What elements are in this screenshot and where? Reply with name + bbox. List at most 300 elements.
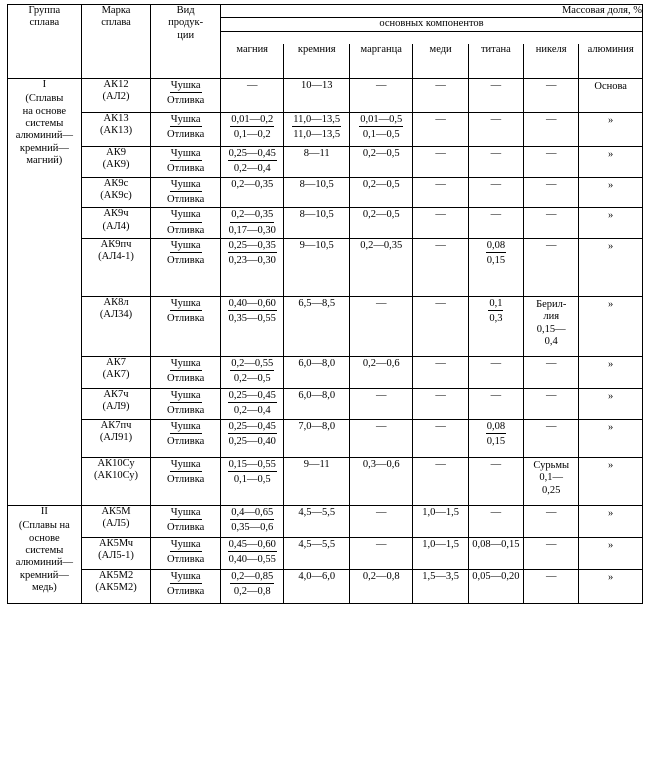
magnesium-cell-ingot-value: 0,2—0,85	[221, 570, 283, 585]
aluminium-cell: »	[579, 112, 643, 146]
alloy-mark-cell	[81, 537, 151, 569]
nickel-cell	[524, 505, 579, 537]
product-kind-casting: Отливка	[166, 95, 205, 107]
magnesium-cell-casting-value: 0,17—0,30	[228, 224, 276, 236]
header-element-alyuminiya: алюминия	[579, 44, 643, 79]
alloy-mark-alt: (АЛ4)	[102, 220, 130, 232]
nickel-cell	[524, 569, 579, 603]
manganese-cell-ingot-value: —	[375, 79, 387, 91]
titanium-cell	[468, 505, 523, 537]
product-kind-cell	[151, 537, 221, 569]
manganese-cell	[349, 297, 412, 357]
manganese-cell-ingot-value: 0,2—0,5	[362, 178, 400, 190]
aluminium-cell: »	[579, 177, 643, 208]
titanium-cell	[468, 537, 523, 569]
product-kind-cell	[151, 239, 221, 297]
header-element-kremniy: кремния	[284, 44, 350, 79]
manganese-cell-casting-value: 0,1—0,5	[362, 129, 400, 141]
group-roman: I	[42, 78, 47, 90]
titanium-cell-ingot-value: —	[490, 506, 502, 518]
magnesium-cell-casting-value: 0,35—0,55	[228, 313, 276, 325]
titanium-cell	[468, 239, 523, 297]
titanium-cell-ingot-value: —	[490, 79, 502, 91]
product-kind-ingot: Чушка	[151, 178, 220, 193]
nickel-cell	[524, 208, 579, 239]
titanium-cell	[468, 419, 523, 457]
product-kind-casting: Отливка	[166, 163, 205, 175]
magnesium-cell-casting-value: 0,1—0,2	[233, 129, 271, 141]
product-kind-ingot: Чушка	[151, 389, 220, 404]
titanium-cell	[468, 146, 523, 177]
magnesium-cell	[220, 112, 283, 146]
alloy-mark-cell	[81, 239, 151, 297]
nickel-note-line: 0,4	[544, 336, 558, 348]
product-kind-casting: Отливка	[166, 436, 205, 448]
product-kind-ingot: Чушка	[151, 420, 220, 435]
titanium-cell-ingot-value: —	[490, 113, 502, 125]
header-kind-line2: продук-	[168, 17, 204, 29]
alloy-mark: АК9ч	[103, 208, 129, 220]
copper-cell-ingot-value: —	[435, 298, 446, 309]
product-kind-ingot: Чушка	[151, 570, 220, 585]
manganese-cell	[349, 537, 412, 569]
product-kind-cell	[151, 146, 221, 177]
magnesium-cell-casting-value: 0,2—0,4	[233, 405, 271, 417]
silicon-cell-ingot-value: 4,5—5,5	[298, 506, 336, 518]
product-kind-casting: Отливка	[166, 224, 205, 236]
silicon-cell	[284, 112, 350, 146]
copper-cell-ingot-value: —	[435, 240, 446, 251]
manganese-cell-ingot-value: 0,2—0,5	[362, 147, 400, 159]
alloy-mark-alt: (АЛ5-1)	[98, 550, 134, 562]
magnesium-cell-casting-value: 0,25—0,40	[228, 436, 276, 448]
product-kind-cell	[151, 78, 221, 112]
alloy-mark-alt: (АК5М2)	[95, 582, 137, 594]
manganese-cell-ingot-value: —	[375, 298, 387, 309]
titanium-cell	[468, 177, 523, 208]
aluminium-cell: »	[579, 389, 643, 420]
group-cell	[8, 78, 82, 505]
table-row	[8, 537, 643, 569]
header-element-nikelya: никеля	[524, 44, 579, 79]
nickel-ingot-value: —	[545, 420, 557, 432]
magnesium-cell-casting-value: 0,2—0,5	[233, 373, 271, 385]
product-kind-ingot: Чушка	[151, 79, 220, 94]
titanium-cell-casting-value: 0,15	[486, 436, 506, 448]
alloy-mark: АК10Су	[97, 457, 135, 469]
nickel-cell	[524, 177, 579, 208]
titanium-cell-ingot-value: —	[490, 458, 502, 470]
alloy-mark-cell	[81, 78, 151, 112]
alloy-mark-cell	[81, 112, 151, 146]
silicon-cell	[284, 419, 350, 457]
table-body	[8, 78, 643, 603]
product-kind-ingot: Чушка	[151, 113, 220, 128]
manganese-cell	[349, 146, 412, 177]
header-kind-line1: Вид	[176, 5, 195, 16]
copper-cell	[413, 146, 468, 177]
aluminium-cell: »	[579, 569, 643, 603]
silicon-cell-ingot-value: 10—13	[300, 79, 333, 91]
copper-cell	[413, 208, 468, 239]
table-row	[8, 457, 643, 505]
magnesium-cell	[220, 146, 283, 177]
copper-cell-ingot-value: —	[435, 113, 446, 125]
product-kind-casting: Отливка	[166, 129, 205, 141]
magnesium-cell-ingot-value: 0,45—0,60	[221, 538, 283, 553]
table-row	[8, 505, 643, 537]
aluminium-cell: »	[579, 208, 643, 239]
product-kind-casting: Отливка	[166, 405, 205, 417]
alloy-mark: АК12	[103, 78, 129, 90]
product-kind-cell	[151, 208, 221, 239]
header-kind-line3: ции	[177, 29, 195, 41]
magnesium-cell	[220, 389, 283, 420]
manganese-cell	[349, 239, 412, 297]
product-kind-cell	[151, 419, 221, 457]
table-row	[8, 177, 643, 208]
nickel-cell	[524, 537, 579, 569]
manganese-cell	[349, 177, 412, 208]
silicon-cell	[284, 505, 350, 537]
silicon-cell	[284, 177, 350, 208]
group-line: на основе	[22, 105, 67, 117]
silicon-cell-ingot-value: 9—11	[303, 458, 330, 470]
magnesium-cell-ingot-value: —	[246, 79, 258, 91]
magnesium-cell-ingot-value: 0,2—0,55	[221, 357, 283, 372]
header-group-line2: сплава	[29, 17, 60, 29]
alloy-mark: АК9пч	[100, 239, 132, 250]
table-row	[8, 357, 643, 389]
header-mass-fraction: Массовая доля, %	[220, 5, 642, 18]
product-kind-cell	[151, 357, 221, 389]
header-group-line1: Группа	[28, 5, 61, 16]
manganese-cell	[349, 505, 412, 537]
copper-cell-ingot-value: 1,0—1,5	[422, 538, 459, 550]
alloy-mark-cell	[81, 208, 151, 239]
copper-cell	[413, 569, 468, 603]
titanium-cell-ingot-value: —	[490, 358, 502, 369]
titanium-cell-ingot-value: —	[490, 390, 502, 401]
nickel-ingot-value: —	[545, 570, 557, 582]
group-roman: II	[40, 505, 48, 517]
magnesium-cell-casting-value: 0,23—0,30	[228, 255, 276, 267]
magnesium-cell-casting-value: 0,2—0,4	[233, 163, 271, 175]
magnesium-cell-ingot-value: 0,25—0,45	[221, 389, 283, 404]
magnesium-cell-casting-value: 0,1—0,5	[233, 474, 271, 486]
magnesium-cell	[220, 297, 283, 357]
titanium-cell-ingot-value: 0,08—0,15	[472, 538, 520, 550]
manganese-cell	[349, 419, 412, 457]
group-line: алюминий—	[15, 557, 74, 569]
nickel-note-line: 0,25	[542, 484, 561, 496]
silicon-cell	[284, 357, 350, 389]
nickel-cell	[524, 419, 579, 457]
alloy-mark-cell	[81, 297, 151, 357]
alloy-mark-cell	[81, 389, 151, 420]
silicon-cell	[284, 208, 350, 239]
alloy-mark-alt: (АК13)	[99, 125, 133, 137]
product-kind-casting: Отливка	[166, 522, 205, 534]
magnesium-cell-ingot-value: 0,2—0,35	[231, 178, 274, 190]
copper-cell-ingot-value: —	[435, 79, 446, 91]
alloy-mark-alt: (АК9с)	[100, 189, 132, 201]
alloy-mark-cell	[81, 357, 151, 389]
nickel-cell	[524, 357, 579, 389]
titanium-cell	[468, 389, 523, 420]
magnesium-cell-ingot-value: 0,15—0,55	[221, 458, 283, 473]
alloy-mark: АК7пч	[100, 419, 132, 431]
nickel-note-line: лия	[543, 311, 560, 323]
magnesium-cell	[220, 208, 283, 239]
copper-cell-ingot-value: —	[435, 178, 446, 190]
nickel-ingot-value: —	[545, 358, 557, 369]
manganese-cell-ingot-value: —	[375, 390, 387, 401]
copper-cell	[413, 239, 468, 297]
silicon-cell-ingot-value: 6,5—8,5	[298, 298, 336, 309]
silicon-cell	[284, 537, 350, 569]
product-kind-casting: Отливка	[166, 586, 205, 598]
copper-cell	[413, 177, 468, 208]
titanium-cell-ingot-value: —	[490, 147, 502, 159]
manganese-cell-ingot-value: —	[375, 506, 387, 518]
product-kind-cell	[151, 389, 221, 420]
titanium-cell-casting-value: 0,3	[489, 313, 503, 325]
group-line: (Сплавы на	[18, 520, 70, 532]
magnesium-cell	[220, 78, 283, 112]
silicon-cell	[284, 457, 350, 505]
product-kind-casting: Отливка	[166, 313, 205, 325]
product-kind-ingot: Чушка	[151, 208, 220, 223]
product-kind-casting: Отливка	[166, 474, 205, 486]
copper-cell-ingot-value: —	[435, 147, 446, 159]
nickel-ingot-value: —	[545, 538, 557, 550]
magnesium-cell-casting-value: 0,2—0,8	[233, 586, 271, 598]
copper-cell	[413, 78, 468, 112]
alloy-mark: АК8л	[103, 297, 129, 308]
alloy-mark: АК7	[106, 357, 126, 368]
silicon-cell-ingot-value: 6,0—8,0	[298, 358, 336, 369]
silicon-cell	[284, 297, 350, 357]
nickel-cell	[524, 146, 579, 177]
alloy-mark-alt: (АЛ5)	[102, 518, 130, 530]
magnesium-cell-ingot-value: 0,25—0,35	[221, 239, 283, 254]
magnesium-cell	[220, 419, 283, 457]
aluminium-cell: »	[579, 297, 643, 357]
group-line: системы	[25, 544, 64, 556]
aluminium-cell: »	[579, 357, 643, 389]
alloy-mark: АК9	[106, 146, 126, 158]
header-row-massfraction	[8, 5, 643, 18]
table-row	[8, 419, 643, 457]
product-kind-casting: Отливка	[166, 193, 205, 205]
alloy-mark-alt: (АЛ4-1)	[98, 251, 134, 263]
header-mark-line2: сплава	[101, 17, 131, 29]
manganese-cell-ingot-value: 0,2—0,35	[360, 240, 403, 251]
nickel-ingot-value: —	[545, 79, 557, 91]
alloy-mark-alt: (АК7)	[102, 369, 130, 381]
copper-cell	[413, 389, 468, 420]
table-row	[8, 569, 643, 603]
magnesium-cell-ingot-value: 0,2—0,35	[221, 208, 283, 223]
nickel-note-line: 0,15—	[536, 323, 566, 335]
table-row	[8, 297, 643, 357]
magnesium-cell-ingot-value: 0,4—0,65	[221, 506, 283, 521]
manganese-cell	[349, 569, 412, 603]
aluminium-cell: »	[579, 146, 643, 177]
silicon-cell-ingot-value: 8—10,5	[299, 209, 334, 221]
nickel-note-line: 0,1—	[539, 472, 564, 484]
header-element-magniy: магния	[220, 44, 283, 79]
nickel-cell	[524, 297, 579, 357]
product-kind-ingot: Чушка	[151, 506, 220, 521]
nickel-cell	[524, 457, 579, 505]
copper-cell	[413, 505, 468, 537]
header-spacer	[220, 31, 642, 44]
nickel-ingot-value: —	[545, 240, 557, 251]
magnesium-cell-casting-value: 0,40—0,55	[228, 554, 276, 566]
silicon-cell-ingot-value: 8—11	[303, 147, 330, 159]
nickel-note-line: Берил-	[536, 299, 567, 310]
header-main-components: основных компонентов	[220, 18, 642, 31]
silicon-cell	[284, 389, 350, 420]
alloy-mark-alt: (АЛ2)	[102, 91, 130, 103]
manganese-cell	[349, 389, 412, 420]
group-line: основе	[29, 532, 60, 544]
alloy-mark: АК13	[103, 112, 129, 124]
alloy-mark: АК9с	[103, 177, 129, 189]
silicon-cell	[284, 78, 350, 112]
silicon-cell-ingot-value: 4,0—6,0	[298, 570, 336, 582]
nickel-ingot-value: —	[545, 178, 557, 190]
product-kind-cell	[151, 297, 221, 357]
copper-cell-ingot-value: —	[435, 420, 446, 432]
titanium-cell	[468, 208, 523, 239]
table-row	[8, 78, 643, 112]
aluminium-cell: »	[579, 419, 643, 457]
titanium-cell	[468, 78, 523, 112]
aluminium-cell: »	[579, 239, 643, 297]
titanium-cell-ingot-value: 0,05—0,20	[472, 570, 520, 582]
alloy-mark-alt: (АК10Су)	[93, 470, 139, 482]
product-kind-ingot: Чушка	[151, 458, 220, 473]
header-group	[8, 5, 82, 79]
alloy-mark-alt: (АК9)	[102, 159, 130, 171]
manganese-cell-ingot-value: 0,2—0,5	[362, 209, 400, 221]
manganese-cell-ingot-value: —	[375, 538, 387, 550]
magnesium-cell-ingot-value: 0,25—0,45	[221, 147, 283, 162]
copper-cell	[413, 297, 468, 357]
product-kind-ingot: Чушка	[151, 297, 220, 312]
copper-cell-ingot-value: 1,0—1,5	[422, 506, 459, 518]
magnesium-cell	[220, 569, 283, 603]
titanium-cell-ingot-value: 0,08	[469, 239, 523, 254]
magnesium-cell-ingot-value: 0,25—0,45	[221, 420, 283, 435]
titanium-cell	[468, 297, 523, 357]
magnesium-cell-casting-value: 0,35—0,6	[231, 522, 274, 534]
silicon-cell	[284, 239, 350, 297]
product-kind-cell	[151, 569, 221, 603]
group-line: магний)	[26, 155, 63, 166]
magnesium-cell	[220, 239, 283, 297]
titanium-cell-ingot-value: 0,08	[469, 420, 523, 435]
manganese-cell-ingot-value: 0,2—0,8	[362, 570, 400, 582]
magnesium-cell	[220, 505, 283, 537]
manganese-cell-ingot-value: 0,3—0,6	[362, 458, 400, 470]
group-line: кремний—	[19, 142, 69, 154]
group-line: (Сплавы	[25, 93, 64, 105]
header-element-medi: меди	[413, 44, 468, 79]
copper-cell-ingot-value: —	[435, 390, 446, 401]
magnesium-cell	[220, 457, 283, 505]
nickel-ingot-value: —	[545, 113, 557, 125]
titanium-cell	[468, 457, 523, 505]
copper-cell	[413, 537, 468, 569]
silicon-cell-ingot-value: 9—10,5	[299, 240, 334, 251]
magnesium-cell	[220, 357, 283, 389]
table-row	[8, 389, 643, 420]
silicon-cell	[284, 146, 350, 177]
silicon-cell-ingot-value: 11,0—13,5	[284, 113, 349, 128]
header-kind	[151, 5, 221, 79]
product-kind-cell	[151, 457, 221, 505]
manganese-cell	[349, 357, 412, 389]
silicon-cell-casting-value: 11,0—13,5	[293, 129, 341, 141]
titanium-cell	[468, 569, 523, 603]
product-kind-casting: Отливка	[166, 255, 205, 267]
nickel-note-line: Сурьмы	[533, 459, 570, 471]
titanium-cell	[468, 357, 523, 389]
alloy-mark-alt: (АЛ34)	[99, 309, 133, 321]
table-row	[8, 146, 643, 177]
alloy-mark: АК5М2	[98, 569, 134, 581]
copper-cell	[413, 457, 468, 505]
alloy-mark-cell	[81, 146, 151, 177]
alloy-mark: АК5Мч	[99, 537, 134, 549]
nickel-ingot-value: —	[545, 390, 557, 401]
nickel-ingot-value: —	[545, 506, 557, 518]
nickel-cell	[524, 389, 579, 420]
magnesium-cell-ingot-value: 0,40—0,60	[221, 297, 283, 312]
header-mark	[81, 5, 151, 79]
copper-cell	[413, 112, 468, 146]
header-element-marganca: марганца	[349, 44, 412, 79]
group-line: системы	[25, 117, 64, 129]
copper-cell-ingot-value: —	[435, 458, 446, 470]
aluminium-cell: »	[579, 457, 643, 505]
product-kind-ingot: Чушка	[151, 239, 220, 254]
silicon-cell-ingot-value: 4,5—5,5	[298, 538, 336, 550]
magnesium-cell	[220, 537, 283, 569]
magnesium-cell-ingot-value: 0,01—0,2	[221, 113, 283, 128]
manganese-cell-ingot-value: —	[375, 420, 387, 432]
alloy-mark-cell	[81, 505, 151, 537]
copper-cell-ingot-value: —	[435, 358, 446, 369]
document-page	[0, 4, 650, 766]
alloy-mark-alt: (АЛ9)	[102, 401, 130, 413]
product-kind-casting: Отливка	[166, 373, 205, 385]
alloy-mark-cell	[81, 457, 151, 505]
manganese-cell	[349, 208, 412, 239]
silicon-cell	[284, 569, 350, 603]
group-line: кремний—	[19, 569, 69, 581]
titanium-cell	[468, 112, 523, 146]
product-kind-casting: Отливка	[166, 554, 205, 566]
group-cell	[8, 505, 82, 603]
manganese-cell	[349, 78, 412, 112]
titanium-cell-ingot-value: 0,1	[469, 297, 523, 312]
nickel-cell	[524, 239, 579, 297]
